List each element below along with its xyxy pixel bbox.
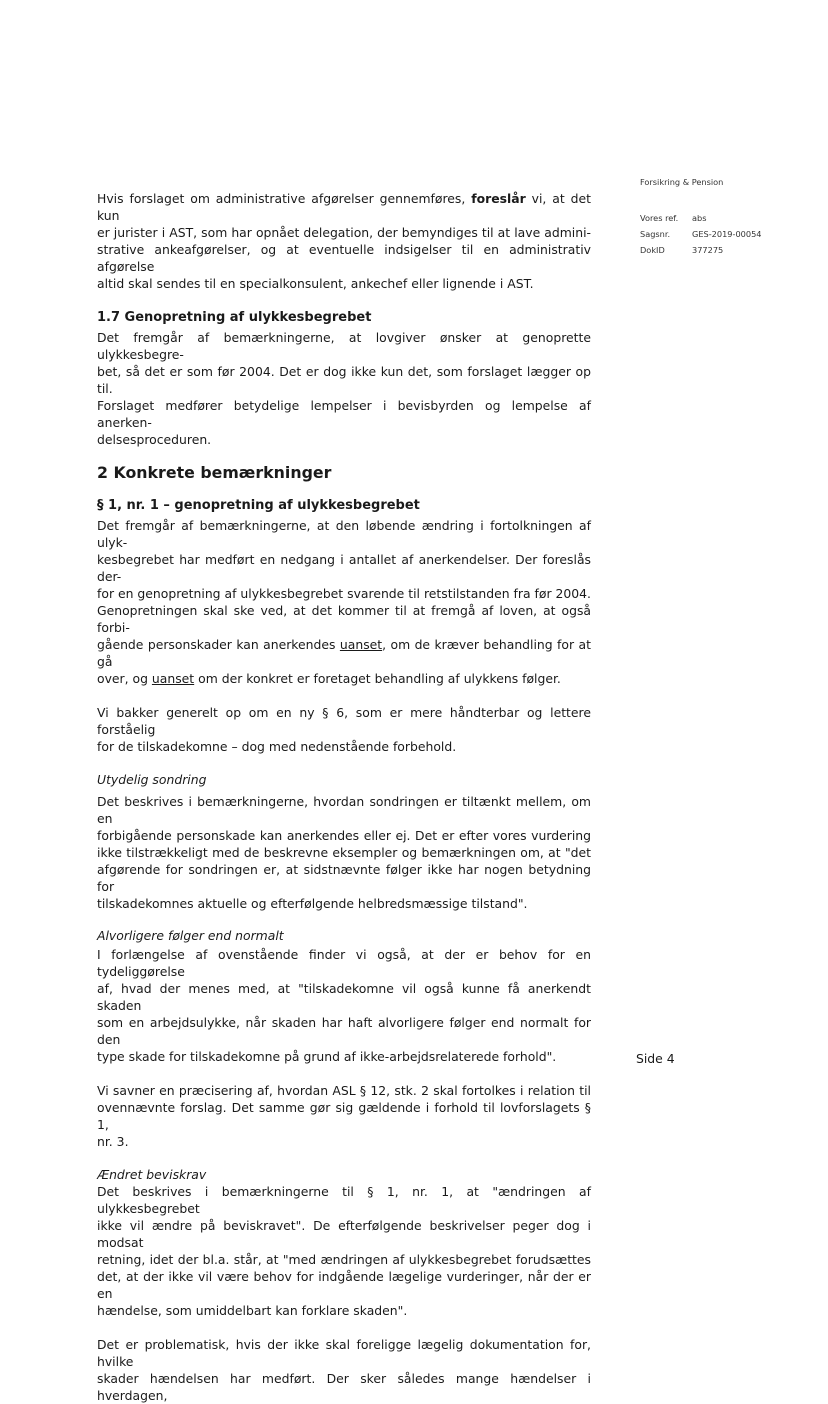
reference-value: abs — [692, 213, 707, 223]
text-line: delsesproceduren. — [97, 432, 212, 447]
text-line: som en arbejdsulykke, når skaden har haft alvorligere følger end normalt for den — [97, 1015, 591, 1047]
subheading-utydelig: Utydelig sondring — [97, 772, 207, 787]
text-line: ovennævnte forslag. Det samme gør sig gældende i forhold til lovforslagets § 1, — [97, 1100, 591, 1132]
underlined-word: uanset — [339, 637, 383, 652]
case-number-value: GES-2019-00054 — [692, 229, 762, 239]
text-line: skader hændelsen har medført. Der sker således mange hændelser i hverdagen, — [97, 1371, 591, 1403]
subheading-beviskrav: Ændret beviskrav — [97, 1167, 207, 1182]
utydelig-paragraph — [97, 793, 591, 912]
text-line: for en genopretning af ulykkesbegrebet svarende til retstilstanden fra før 2004. — [97, 586, 591, 601]
reference-sidebar — [640, 176, 790, 258]
section-heading-1-7: 1.7 Genopretning af ulykkesbegrebet — [97, 310, 372, 325]
text-line: for de tilskadekomne – dog med nedenstående forbehold. — [97, 739, 457, 754]
text-line: tilskadekomnes aktuelle og efterfølgende helbredsmæssige tilstand". — [97, 896, 528, 911]
subsection-heading: § 1, nr. 1 – genopretning af ulykkesbegrebet — [97, 498, 420, 513]
text-line: kesbegrebet har medført en nedgang i antallet af anerkendelser. Der foreslås der- — [97, 552, 591, 584]
text-line: Vi savner en præcisering af, hvordan ASL § 12, stk. 2 skal fortolkes i relation til — [97, 1083, 591, 1098]
text-line: er jurister i AST, som har opnået delegation, der bemyndiges til at lave admini- — [97, 225, 591, 240]
case-number-row — [640, 226, 790, 242]
reference-row — [640, 210, 790, 226]
text-line: Det beskrives i bemærkningerne til § 1, nr. 1, at "ændringen af ulykkesbegrebet — [97, 1184, 591, 1216]
emphasis: foreslår — [471, 191, 526, 206]
text-line: type skade for tilskadekomne på grund af ikke-arbejdsrelaterede forhold". — [97, 1049, 557, 1064]
alvorligere-paragraph — [97, 946, 591, 1065]
text-line: Hvis forslaget om administrative afgørelser gennemføres, foreslår vi, at det kun — [97, 191, 591, 223]
text-line: gående personskader kan anerkendes uanset, om de kræver behandling for at gå — [97, 637, 591, 669]
section-1-7-paragraph — [97, 329, 591, 448]
section-heading-2: 2 Konkrete bemærkninger — [97, 463, 332, 482]
intro-paragraph — [97, 190, 591, 292]
text-line: bet, så det er som før 2004. Det er dog ikke kun det, som forslaget lægger op til. — [97, 364, 591, 396]
text-line: I forlængelse af ovenstående finder vi også, at der er behov for en tydeliggørelse — [97, 947, 591, 979]
beviskrav-paragraph — [97, 1183, 591, 1319]
precision-paragraph — [97, 1082, 591, 1150]
text-line: Det er problematisk, hvis der ikke skal foreligge lægelig dokumentation for, hvilke — [97, 1337, 591, 1369]
page-number: Side 4 — [636, 1051, 675, 1066]
problem-paragraph — [97, 1336, 591, 1404]
text-line: afgørende for sondringen er, at sidstnævnte følger ikke har nogen betydning for — [97, 862, 591, 894]
text-line: forbigående personskade kan anerkendes eller ej. Det er efter vores vurdering — [97, 828, 591, 843]
document-id-label: DokID — [640, 245, 665, 255]
reference-label: Vores ref. — [640, 213, 679, 223]
text-line: Det fremgår af bemærkningerne, at lovgiver ønsker at genoprette ulykkesbegre- — [97, 330, 591, 362]
document-id-value: 377275 — [692, 245, 724, 255]
underlined-word: uanset — [151, 671, 195, 686]
text-line: retning, idet der bl.a. står, at "med ændringen af ulykkesbegrebet forudsættes — [97, 1252, 591, 1267]
subsection-paragraph — [97, 517, 591, 687]
organization-name: Forsikring & Pension — [640, 177, 724, 187]
text-line: altid skal sendes til en specialkonsulent, ankechef eller lignende i AST. — [97, 276, 534, 291]
text-line: Det fremgår af bemærkningerne, at den løbende ændring i fortolkningen af ulyk- — [97, 518, 591, 550]
text-line: ikke vil ændre på beviskravet". De efterfølgende beskrivelser peger dog i modsat — [97, 1218, 591, 1250]
text-line: Forslaget medfører betydelige lempelser i bevisbyrden og lempelse af anerken- — [97, 398, 591, 430]
document-body — [97, 190, 591, 1404]
text-line: Vi bakker generelt op om en ny § 6, som er mere håndterbar og lettere forståelig — [97, 705, 591, 737]
text-line: hændelse, som umiddelbart kan forklare skaden". — [97, 1303, 408, 1318]
support-paragraph — [97, 704, 591, 755]
text-line: strative ankeafgørelser, og at eventuelle indsigelser til en administrativ afgørelse — [97, 242, 591, 274]
text-line: det, at der ikke vil være behov for indgående lægelige vurderinger, når der er en — [97, 1269, 591, 1301]
document-id-row — [640, 242, 790, 258]
case-number-label: Sagsnr. — [640, 229, 671, 239]
text-line: ikke tilstrækkeligt med de beskrevne eksempler og bemærkningen om, at "det — [97, 845, 591, 860]
text-line: Det beskrives i bemærkningerne, hvordan sondringen er tiltænkt mellem, om en — [97, 794, 591, 826]
text-line: af, hvad der menes med, at "tilskadekomne vil også kunne få anerkendt skaden — [97, 981, 591, 1013]
text-line: nr. 3. — [97, 1134, 129, 1149]
subheading-alvorligere: Alvorligere følger end normalt — [97, 928, 284, 943]
text-line: Genopretningen skal ske ved, at det kommer til at fremgå af loven, at også forbi- — [97, 603, 591, 635]
text-line: over, og uanset om der konkret er foretaget behandling af ulykkens følger. — [97, 671, 561, 686]
